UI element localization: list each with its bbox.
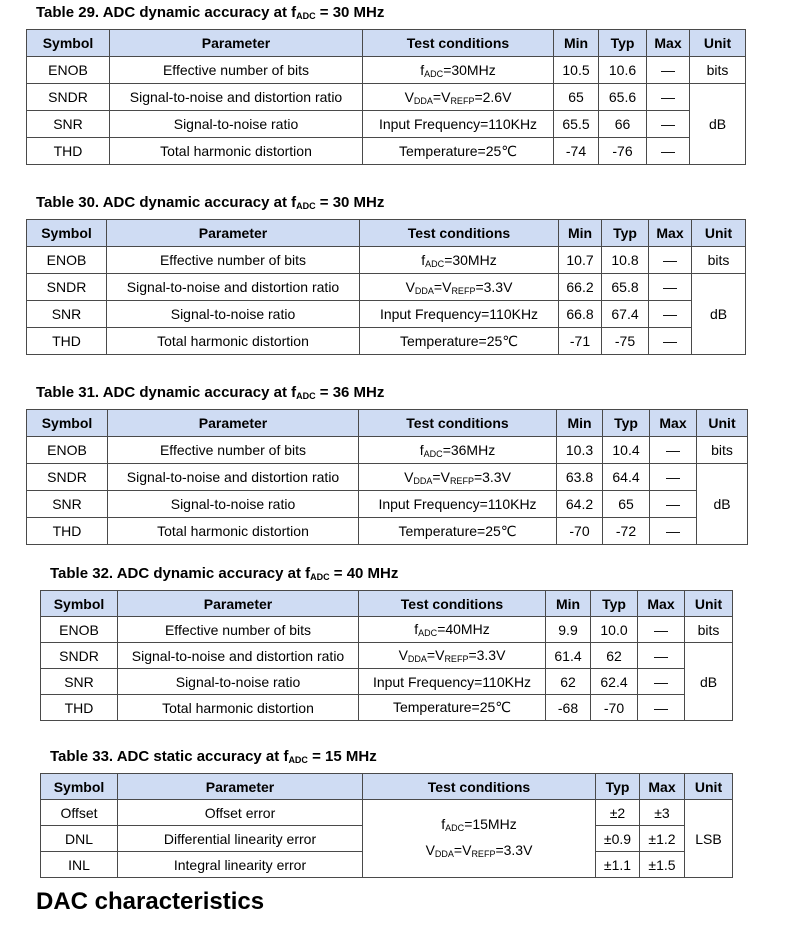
cell-unit: dB bbox=[690, 84, 746, 165]
cell-parameter: Signal-to-noise and distortion ratio bbox=[107, 274, 360, 301]
cell-max: — bbox=[650, 518, 697, 545]
cell-typ: 62.4 bbox=[591, 669, 638, 695]
cell-max: — bbox=[649, 301, 692, 328]
header-parameter: Parameter bbox=[107, 220, 360, 247]
cell-parameter: Signal-to-noise ratio bbox=[118, 669, 359, 695]
table-row bbox=[41, 695, 733, 721]
cell-typ: 67.4 bbox=[602, 301, 649, 328]
table-row bbox=[27, 301, 746, 328]
cell-parameter: Total harmonic distortion bbox=[118, 695, 359, 721]
cell-typ: 10.0 bbox=[591, 617, 638, 643]
cell-typ: ±0.9 bbox=[596, 826, 640, 852]
cell-max: — bbox=[647, 111, 690, 138]
cell-typ: 65.8 bbox=[602, 274, 649, 301]
header-symbol: Symbol bbox=[27, 30, 110, 57]
cell-parameter: Signal-to-noise ratio bbox=[110, 111, 363, 138]
cell-parameter: Signal-to-noise ratio bbox=[108, 491, 359, 518]
header-max: Max bbox=[640, 774, 685, 800]
cell-min: 62 bbox=[546, 669, 591, 695]
cell-typ: ±1.1 bbox=[596, 852, 640, 878]
cell-typ: -76 bbox=[599, 138, 647, 165]
cell-unit: dB bbox=[697, 464, 748, 545]
cell-typ: 10.8 bbox=[602, 247, 649, 274]
cell-conditions bbox=[363, 800, 596, 878]
cell-parameter: Total harmonic distortion bbox=[108, 518, 359, 545]
header-min: Min bbox=[559, 220, 602, 247]
header-typ: Typ bbox=[596, 774, 640, 800]
adc-dynamic-accuracy-table bbox=[26, 219, 746, 355]
cell-symbol: ENOB bbox=[27, 57, 110, 84]
cell-typ: -72 bbox=[603, 518, 650, 545]
cell-condition-vdda: $V_{DDA}=V_{REFP}=3.3V$ bbox=[359, 464, 557, 491]
cell-max: — bbox=[649, 328, 692, 355]
header-unit: Unit bbox=[685, 774, 733, 800]
cell-min: -74 bbox=[554, 138, 599, 165]
table-row bbox=[27, 84, 746, 111]
header-test-conditions: Test conditions bbox=[359, 591, 546, 617]
cell-max: — bbox=[647, 57, 690, 84]
cell-typ: ±2 bbox=[596, 800, 640, 826]
cell-unit: dB bbox=[692, 274, 746, 355]
cell-symbol: DNL bbox=[41, 826, 118, 852]
cell-max: — bbox=[649, 247, 692, 274]
header-parameter: Parameter bbox=[108, 410, 359, 437]
cell-symbol: THD bbox=[27, 328, 107, 355]
cell-condition-input-frequency: Input Frequency=110KHz bbox=[359, 491, 557, 518]
cell-symbol: Offset bbox=[41, 800, 118, 826]
table-row bbox=[27, 138, 746, 165]
cell-max: — bbox=[650, 464, 697, 491]
cell-min: 65.5 bbox=[554, 111, 599, 138]
cell-typ: 64.4 bbox=[603, 464, 650, 491]
table-31-block bbox=[26, 384, 748, 545]
cell-symbol: SNR bbox=[27, 491, 108, 518]
cell-symbol: SNDR bbox=[27, 84, 110, 111]
cell-condition-temperature: Temperature=25℃ bbox=[363, 138, 554, 165]
cell-unit: dB bbox=[685, 643, 733, 721]
cell-symbol: SNDR bbox=[27, 274, 107, 301]
header-parameter: Parameter bbox=[110, 30, 363, 57]
header-symbol: Symbol bbox=[41, 591, 118, 617]
cell-parameter: Total harmonic distortion bbox=[110, 138, 363, 165]
header-max: Max bbox=[647, 30, 690, 57]
table-30-block bbox=[26, 194, 746, 355]
header-typ: Typ bbox=[591, 591, 638, 617]
cell-condition-temperature: Temperature=25℃ bbox=[359, 518, 557, 545]
header-unit: Unit bbox=[690, 30, 746, 57]
table-row bbox=[41, 617, 733, 643]
cell-parameter: Signal-to-noise and distortion ratio bbox=[110, 84, 363, 111]
table-row bbox=[27, 464, 748, 491]
cell-max: — bbox=[638, 695, 685, 721]
cell-typ: 62 bbox=[591, 643, 638, 669]
cell-parameter: Integral linearity error bbox=[118, 852, 363, 878]
cell-min: 10.5 bbox=[554, 57, 599, 84]
table-29-block bbox=[26, 4, 746, 165]
header-typ: Typ bbox=[599, 30, 647, 57]
cell-parameter: Differential linearity error bbox=[118, 826, 363, 852]
cell-condition-vdda: $V_{DDA}=V_{REFP}=3.3V$ bbox=[359, 643, 546, 669]
cell-typ: 10.6 bbox=[599, 57, 647, 84]
header-symbol: Symbol bbox=[27, 220, 107, 247]
cell-condition-input-frequency: Input Frequency=110KHz bbox=[359, 669, 546, 695]
adc-dynamic-accuracy-table bbox=[26, 409, 748, 545]
cell-condition-vdda: $V_{DDA}=V_{REFP}=3.3V$ bbox=[360, 274, 559, 301]
table-row bbox=[41, 643, 733, 669]
table-row bbox=[27, 111, 746, 138]
cell-unit: LSB bbox=[685, 800, 733, 878]
cell-max: — bbox=[647, 138, 690, 165]
cell-symbol: THD bbox=[27, 518, 108, 545]
cell-condition-temperature: Temperature=25℃ bbox=[360, 328, 559, 355]
cell-condition-temperature: Temperature=25℃ bbox=[359, 695, 546, 721]
cell-typ: 65.6 bbox=[599, 84, 647, 111]
cell-parameter: Offset error bbox=[118, 800, 363, 826]
table-title: Table 30. ADC dynamic accuracy at $f_{ADC} = 30$ MHz bbox=[36, 194, 385, 211]
cell-typ: 65 bbox=[603, 491, 650, 518]
table-title: Table 29. ADC dynamic accuracy at $f_{ADC} = 30$ MHz bbox=[36, 4, 385, 21]
cell-max: — bbox=[638, 617, 685, 643]
header-typ: Typ bbox=[602, 220, 649, 247]
table-row bbox=[27, 57, 746, 84]
cell-typ: 10.4 bbox=[603, 437, 650, 464]
cell-max: — bbox=[647, 84, 690, 111]
header-max: Max bbox=[649, 220, 692, 247]
cell-max: — bbox=[649, 274, 692, 301]
cell-condition-fadc: $f_{ADC}=30MHz$ bbox=[363, 57, 554, 84]
header-test-conditions: Test conditions bbox=[363, 774, 596, 800]
adc-static-accuracy-table bbox=[40, 773, 733, 878]
cell-condition-input-frequency: Input Frequency=110KHz bbox=[363, 111, 554, 138]
cell-unit: bits bbox=[685, 617, 733, 643]
cell-unit: bits bbox=[697, 437, 748, 464]
cell-min: 63.8 bbox=[557, 464, 603, 491]
condition-fadc: $f_{ADC}=15MHz$ bbox=[441, 815, 517, 833]
table-row bbox=[41, 800, 733, 826]
cell-max: ±3 bbox=[640, 800, 685, 826]
header-typ: Typ bbox=[603, 410, 650, 437]
table-title: Table 31. ADC dynamic accuracy at $f_{ADC} = 36$ MHz bbox=[36, 384, 385, 401]
cell-symbol: SNR bbox=[27, 301, 107, 328]
cell-symbol: THD bbox=[41, 695, 118, 721]
cell-symbol: THD bbox=[27, 138, 110, 165]
cell-min: 61.4 bbox=[546, 643, 591, 669]
cell-min: 66.8 bbox=[559, 301, 602, 328]
cell-unit: bits bbox=[692, 247, 746, 274]
cell-parameter: Effective number of bits bbox=[107, 247, 360, 274]
condition-vdda: $V_{DDA}=V_{REFP}=3.3V$ bbox=[425, 841, 533, 859]
header-test-conditions: Test conditions bbox=[360, 220, 559, 247]
cell-min: 9.9 bbox=[546, 617, 591, 643]
cell-symbol: SNR bbox=[27, 111, 110, 138]
table-32-block bbox=[40, 565, 733, 721]
header-parameter: Parameter bbox=[118, 591, 359, 617]
table-row bbox=[27, 247, 746, 274]
adc-dynamic-accuracy-table bbox=[26, 29, 746, 165]
header-unit: Unit bbox=[692, 220, 746, 247]
header-test-conditions: Test conditions bbox=[363, 30, 554, 57]
cell-parameter: Signal-to-noise and distortion ratio bbox=[118, 643, 359, 669]
cell-unit: bits bbox=[690, 57, 746, 84]
cell-min: -71 bbox=[559, 328, 602, 355]
header-min: Min bbox=[554, 30, 599, 57]
header-min: Min bbox=[546, 591, 591, 617]
header-test-conditions: Test conditions bbox=[359, 410, 557, 437]
cell-symbol: ENOB bbox=[27, 247, 107, 274]
header-symbol: Symbol bbox=[27, 410, 108, 437]
table-row bbox=[41, 669, 733, 695]
cell-min: 10.3 bbox=[557, 437, 603, 464]
cell-max: ±1.2 bbox=[640, 826, 685, 852]
header-symbol: Symbol bbox=[41, 774, 118, 800]
adc-dynamic-accuracy-table bbox=[40, 590, 733, 721]
cell-min: 10.7 bbox=[559, 247, 602, 274]
table-row bbox=[27, 518, 748, 545]
cell-min: 66.2 bbox=[559, 274, 602, 301]
header-unit: Unit bbox=[697, 410, 748, 437]
header-max: Max bbox=[638, 591, 685, 617]
table-title: Table 33. ADC static accuracy at $f_{ADC} = 15$ MHz bbox=[50, 748, 377, 765]
cell-symbol: ENOB bbox=[41, 617, 118, 643]
cell-max: — bbox=[650, 491, 697, 518]
cell-min: 64.2 bbox=[557, 491, 603, 518]
cell-condition-fadc: $f_{ADC}=30MHz$ bbox=[360, 247, 559, 274]
cell-symbol: SNDR bbox=[41, 643, 118, 669]
cell-condition-input-frequency: Input Frequency=110KHz bbox=[360, 301, 559, 328]
cell-min: -70 bbox=[557, 518, 603, 545]
cell-max: — bbox=[650, 437, 697, 464]
cell-max: — bbox=[638, 669, 685, 695]
cell-parameter: Total harmonic distortion bbox=[107, 328, 360, 355]
cell-min: -68 bbox=[546, 695, 591, 721]
cell-parameter: Effective number of bits bbox=[118, 617, 359, 643]
table-row bbox=[27, 491, 748, 518]
cell-parameter: Signal-to-noise and distortion ratio bbox=[108, 464, 359, 491]
header-min: Min bbox=[557, 410, 603, 437]
cell-typ: -70 bbox=[591, 695, 638, 721]
cell-symbol: SNR bbox=[41, 669, 118, 695]
table-title: Table 32. ADC dynamic accuracy at $f_{ADC} = 40$ MHz bbox=[50, 565, 399, 582]
header-unit: Unit bbox=[685, 591, 733, 617]
section-heading: DAC characteristics bbox=[36, 888, 265, 915]
cell-symbol: INL bbox=[41, 852, 118, 878]
cell-parameter: Signal-to-noise ratio bbox=[107, 301, 360, 328]
cell-typ: -75 bbox=[602, 328, 649, 355]
cell-symbol: SNDR bbox=[27, 464, 108, 491]
cell-parameter: Effective number of bits bbox=[108, 437, 359, 464]
cell-condition-fadc: $f_{ADC}=36MHz$ bbox=[359, 437, 557, 464]
table-row bbox=[27, 328, 746, 355]
table-row bbox=[27, 274, 746, 301]
table-33-block bbox=[40, 748, 733, 878]
header-max: Max bbox=[650, 410, 697, 437]
cell-condition-fadc: $f_{ADC}=40MHz$ bbox=[359, 617, 546, 643]
cell-parameter: Effective number of bits bbox=[110, 57, 363, 84]
cell-min: 65 bbox=[554, 84, 599, 111]
cell-typ: 66 bbox=[599, 111, 647, 138]
cell-max: ±1.5 bbox=[640, 852, 685, 878]
table-row bbox=[27, 437, 748, 464]
cell-max: — bbox=[638, 643, 685, 669]
cell-symbol: ENOB bbox=[27, 437, 108, 464]
cell-condition-vdda: $V_{DDA}=V_{REFP}=2.6V$ bbox=[363, 84, 554, 111]
header-parameter: Parameter bbox=[118, 774, 363, 800]
